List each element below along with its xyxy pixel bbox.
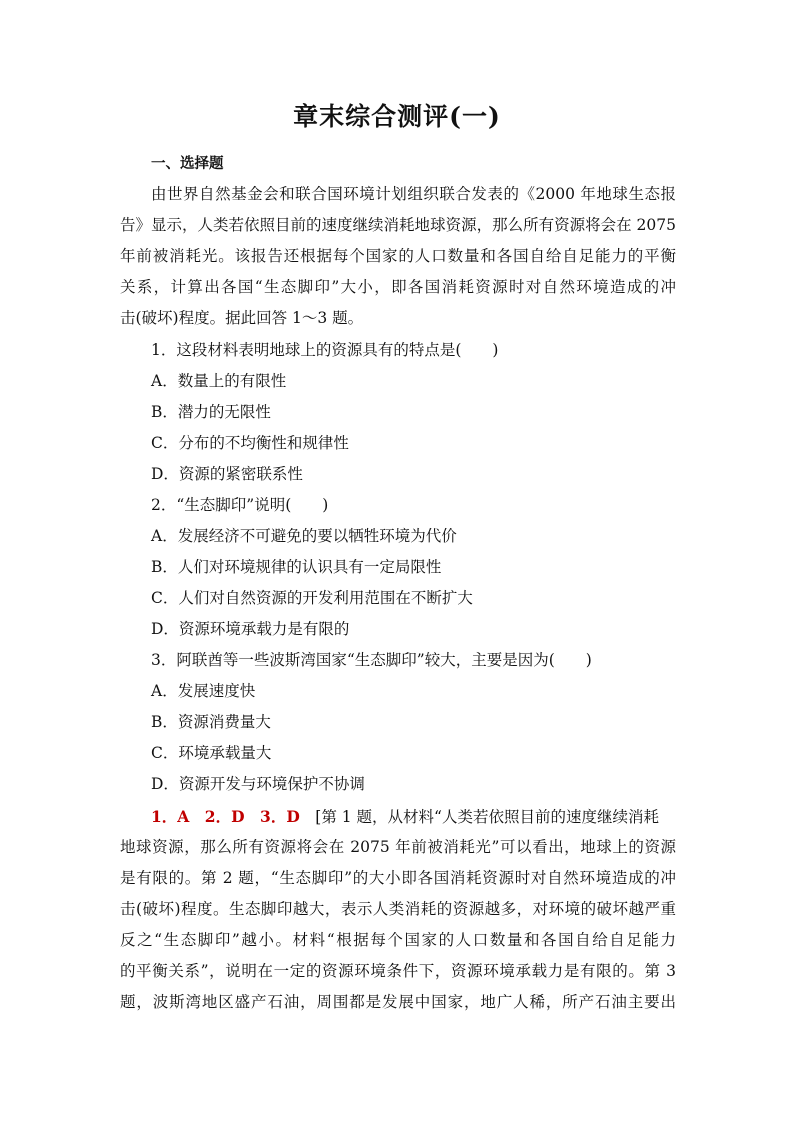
question-2-stem: 2．“生态脚印”说明( ) [151, 496, 329, 514]
question-1-stem: 1．这段材料表明地球上的资源具有的特点是( ) [151, 341, 499, 359]
material-line-5: 击(破坏)程度。据此回答 1～3 题。 [120, 309, 364, 327]
question-3-option-c: C．环境承载量大 [151, 744, 272, 762]
answer-line-2: 地球资源，那么所有资源将会在 2075 年前被消耗光”可以看出，地球上的资源 [120, 838, 676, 856]
question-1-option-d: D．资源的紧密联系性 [151, 465, 303, 483]
question-3-stem: 3．阿联酋等一些波斯湾国家“生态脚印”较大，主要是因为( ) [151, 651, 592, 669]
answer-line-4: 击(破坏)程度。生态脚印越大，表示人类消耗的资源越多，对环境的破坏越严重 [120, 900, 676, 918]
question-3-option-d: D．资源开发与环境保护不协调 [151, 775, 365, 793]
page-title: 章末综合测评(一) [293, 102, 501, 131]
answer-key: 1．A 2．D 3．D [151, 807, 300, 826]
question-1-option-c: C．分布的不均衡性和规律性 [151, 434, 349, 452]
answer-explanation-start: [第 1 题，从材料“人类若依照目前的速度继续消耗 [315, 808, 659, 826]
material-line-3: 年前被消耗光。该报告还根据每个国家的人口数量和各国自给自足能力的平衡 [120, 247, 676, 265]
answer-first-line [120, 801, 676, 832]
answer-line-3: 是有限的。第 2 题，“生态脚印”的大小即各国消耗资源时对自然环境造成的冲 [120, 869, 676, 887]
material-line-4: 关系，计算出各国“生态脚印”大小，即各国消耗资源时对自然环境造成的冲 [120, 278, 676, 296]
section-heading: 一、选择题 [151, 155, 224, 172]
question-3-option-a: A．发展速度快 [151, 682, 256, 700]
question-2-option-c: C．人们对自然资源的开发利用范围在不断扩大 [151, 589, 473, 607]
question-3-option-b: B．资源消费量大 [151, 713, 271, 731]
question-1-option-b: B．潜力的无限性 [151, 403, 271, 421]
question-2-option-d: D．资源环境承载力是有限的 [151, 620, 350, 638]
question-2-option-b: B．人们对环境规律的认识具有一定局限性 [151, 558, 442, 576]
answer-line-7: 题，波斯湾地区盛产石油，周围都是发展中国家，地广人稀，所产石油主要出 [120, 993, 676, 1011]
answer-line-6: 的平衡关系”，说明在一定的资源环境条件下，资源环境承载力是有限的。第 3 [120, 962, 676, 980]
question-2-option-a: A．发展经济不可避免的要以牺牲环境为代价 [151, 527, 457, 545]
material-line-2: 告》显示，人类若依照目前的速度继续消耗地球资源，那么所有资源将会在 2075 [120, 216, 676, 234]
material-line-1: 由世界自然基金会和联合国环境计划组织联合发表的《2000 年地球生态报 [151, 185, 676, 203]
answer-line-5: 反之“生态脚印”越小。材料“根据每个国家的人口数量和各国自给自足能力 [120, 931, 676, 949]
question-1-option-a: A．数量上的有限性 [151, 372, 287, 390]
